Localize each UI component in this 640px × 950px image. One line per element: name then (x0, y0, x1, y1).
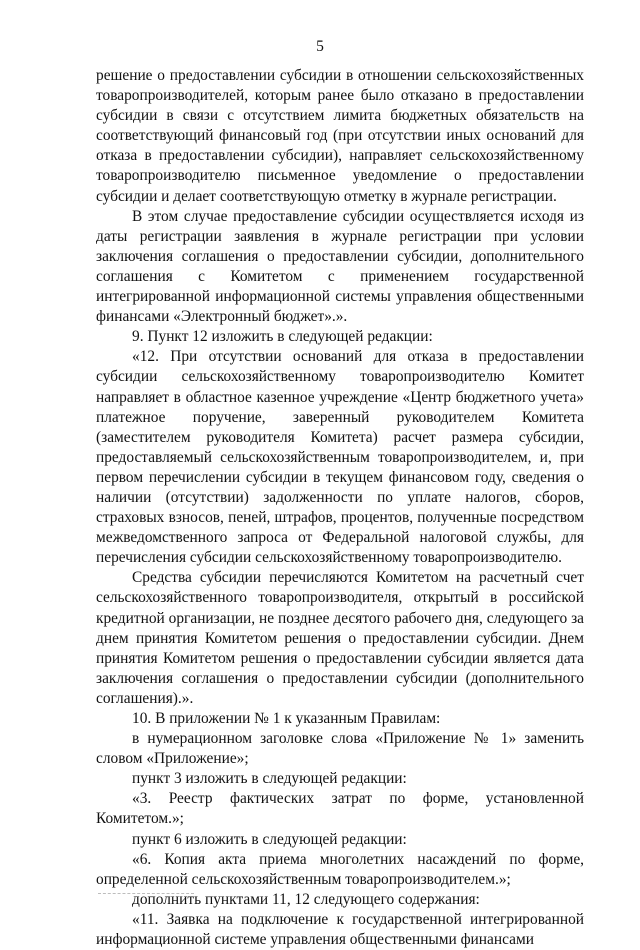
paragraph-clause-3: «3. Реестр фактических затрат по форме, установленной Комитетом.»; (96, 790, 584, 828)
document-body (96, 66, 584, 950)
paragraph-clause-11: «11. Заявка на подключение к государственной интегрированной информационной системе управления общественными финансами (96, 910, 584, 949)
paragraph-continuation: решение о предоставлении субсидии в отношении сельскохозяйственных товаропроизводителей, которым ранее было отказано в предоставлении субсидии в связи с отсутствием лимита бюджетных обязательств на соответствующий финансовый год (при отсутствии иных оснований для отказа в предоставлении субсидии), направляет сельскохозяйственному товаропроизводителю письменное уведомление о предоставлении субсидии и делает соответствующую отметку в журнале регистрации. (96, 67, 584, 205)
paragraph-clause-12: «12. При отсутствии оснований для отказа в предоставлении субсидии сельскохозяйственному товаропроизводителю Комитет направляет в областное казенное учреждение «Центр бюджетного учета» платежное поручение, заверенный руководителем Комитета (заместителем руководителя Комитета) расчет размера субсидии, предоставляемый сельскохозяйственным товаропроизводителем, и, при первом перечислении субсидии в текущем финансовом году, сведения о наличии (отсутствии) задолженности по уплате налогов, сборов, страховых взносов, пеней, штрафов, процентов, полученные посредством межведомственного запроса от Федеральной налоговой службы, для перечисления субсидии сельскохозяйственному товаропроизводителю. (96, 348, 584, 567)
paragraph-item-9: 9. Пункт 12 изложить в следующей редакции: (132, 328, 433, 346)
paragraph-clause-6: «6. Копия акта приема многолетних насаждений по форме, определенной сельскохозяйственным товаропроизводителем.»; (96, 850, 584, 888)
scan-artifact-line (98, 893, 194, 894)
paragraph: в нумерационном заголовке слова «Приложение № 1» заменить словом «Приложение»; (96, 730, 584, 768)
paragraph-item-10: 10. В приложении № 1 к указанным Правилам: (132, 710, 441, 727)
page-number: 5 (316, 38, 324, 55)
paragraph: пункт 6 изложить в следующей редакции: (132, 830, 407, 848)
paragraph: В этом случае предоставление субсидии осуществляется исходя из даты регистрации заявления в журнале регистрации при условии заключения соглашения о предоставлении субсидии, дополнительного соглашения с Комитетом с применением государственной интегрированной информационной системы управления общественными финансами «Электронный бюджет».». (96, 207, 584, 326)
paragraph: дополнить пунктами 11, 12 следующего содержания: (132, 890, 480, 908)
paragraph: Средства субсидии перечисляются Комитетом на расчетный счет сельскохозяйственного товаропроизводителя, открытый в российской кредитной организации, не позднее десятого рабочего дня, следующего за днем принятия Комитетом решения о предоставлении субсидии. Днем принятия Комитетом решения о предоставлении субсидии является дата заключения соглашения о предоставлении субсидии (дополнительного соглашения).». (96, 569, 584, 707)
paragraph: пункт 3 изложить в следующей редакции: (132, 770, 407, 788)
